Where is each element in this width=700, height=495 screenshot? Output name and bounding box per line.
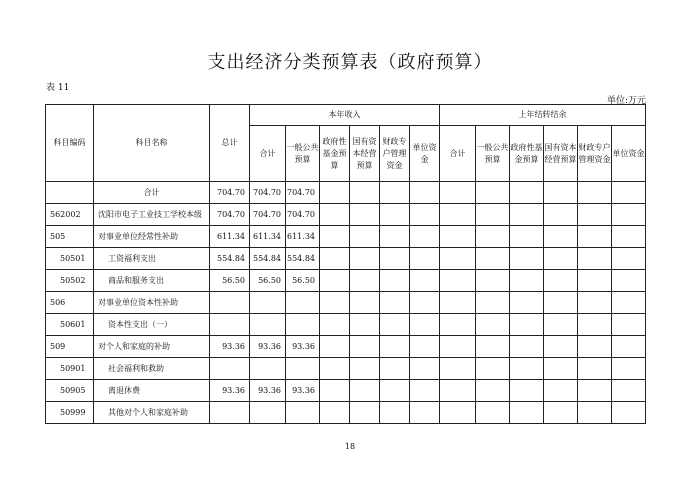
row-total: 704.70 <box>210 204 250 226</box>
row-cy-total: 93.36 <box>250 336 286 358</box>
table-row <box>46 314 646 336</box>
row-cy-total <box>250 358 286 380</box>
table-row <box>46 336 646 358</box>
header-total: 总计 <box>210 105 250 182</box>
row-cy-general <box>286 358 320 380</box>
row-total: 93.36 <box>210 380 250 402</box>
row-code: 505 <box>46 226 94 248</box>
row-total: 93.36 <box>210 336 250 358</box>
header-cy-special-account: 财政专户管理资金 <box>380 126 410 182</box>
row-cy-total <box>250 314 286 336</box>
row-name: 离退休费 <box>94 380 210 402</box>
row-code: 50501 <box>46 248 94 270</box>
budget-table <box>45 104 646 424</box>
table-row <box>46 358 646 380</box>
table-row <box>46 380 646 402</box>
table-row <box>46 204 646 226</box>
header-code: 科目编码 <box>46 105 94 182</box>
table-row <box>46 402 646 424</box>
header-ly-total: 合计 <box>440 126 476 182</box>
table-row <box>46 248 646 270</box>
table-row <box>46 182 646 204</box>
header-cy-general: 一般公共预算 <box>286 126 320 182</box>
header-ly-special-account: 财政专户管理资金 <box>578 126 612 182</box>
row-cy-total: 704.70 <box>250 204 286 226</box>
row-cy-general <box>286 292 320 314</box>
table-row <box>46 292 646 314</box>
row-name: 合计 <box>94 182 210 204</box>
row-cy-total <box>250 292 286 314</box>
row-name: 对事业单位经常性补助 <box>94 226 210 248</box>
row-name: 商品和服务支出 <box>94 270 210 292</box>
row-name: 其他对个人和家庭补助 <box>94 402 210 424</box>
row-cy-general <box>286 314 320 336</box>
row-cy-total <box>250 402 286 424</box>
row-code <box>46 182 94 204</box>
row-cy-general: 93.36 <box>286 380 320 402</box>
table-row <box>46 270 646 292</box>
header-ly-fund: 政府性基金预算 <box>510 126 544 182</box>
row-cy-general: 554.84 <box>286 248 320 270</box>
row-cy-general: 704.70 <box>286 182 320 204</box>
row-cy-general <box>286 402 320 424</box>
row-total <box>210 358 250 380</box>
row-cy-total: 56.50 <box>250 270 286 292</box>
header-cy-fund: 政府性基金预算 <box>320 126 350 182</box>
row-total <box>210 402 250 424</box>
table-number: 表 11 <box>46 83 70 93</box>
row-total <box>210 292 250 314</box>
row-name: 社会福利和救助 <box>94 358 210 380</box>
header-last-year: 上年结转结余 <box>440 105 646 126</box>
row-cy-total: 93.36 <box>250 380 286 402</box>
row-name: 对事业单位资本性补助 <box>94 292 210 314</box>
row-code: 50999 <box>46 402 94 424</box>
header-ly-general: 一般公共预算 <box>476 126 510 182</box>
row-total <box>210 314 250 336</box>
page-title: 支出经济分类预算表（政府预算） <box>207 52 493 73</box>
row-cy-general: 93.36 <box>286 336 320 358</box>
row-cy-total: 611.34 <box>250 226 286 248</box>
row-cy-general: 56.50 <box>286 270 320 292</box>
row-total: 56.50 <box>210 270 250 292</box>
table-row <box>46 226 646 248</box>
row-cy-total: 704.70 <box>250 182 286 204</box>
page-number: 18 <box>344 442 356 451</box>
header-current-year: 本年收入 <box>250 105 440 126</box>
unit-label: 单位:万元 <box>606 96 646 106</box>
row-cy-general: 611.34 <box>286 226 320 248</box>
header-cy-unit-fund: 单位资金 <box>410 126 440 182</box>
row-name: 沈阳市电子工业技工学校本级 <box>94 204 210 226</box>
row-cy-general: 704.70 <box>286 204 320 226</box>
row-name: 资本性支出（一） <box>94 314 210 336</box>
row-name: 工资福利支出 <box>94 248 210 270</box>
row-name: 对个人和家庭的补助 <box>94 336 210 358</box>
row-code: 50601 <box>46 314 94 336</box>
header-ly-unit-fund: 单位资金 <box>612 126 646 182</box>
header-cy-total: 合计 <box>250 126 286 182</box>
row-cy-total: 554.84 <box>250 248 286 270</box>
row-total: 611.34 <box>210 226 250 248</box>
header-name: 科目名称 <box>94 105 210 182</box>
row-code: 50901 <box>46 358 94 380</box>
row-code: 50905 <box>46 380 94 402</box>
header-cy-state-capital: 国有资本经营预算 <box>350 126 380 182</box>
row-total: 554.84 <box>210 248 250 270</box>
row-total: 704.70 <box>210 182 250 204</box>
row-code: 562002 <box>46 204 94 226</box>
row-code: 509 <box>46 336 94 358</box>
row-code: 50502 <box>46 270 94 292</box>
header-ly-state-capital: 国有资本经营预算 <box>544 126 578 182</box>
row-code: 506 <box>46 292 94 314</box>
